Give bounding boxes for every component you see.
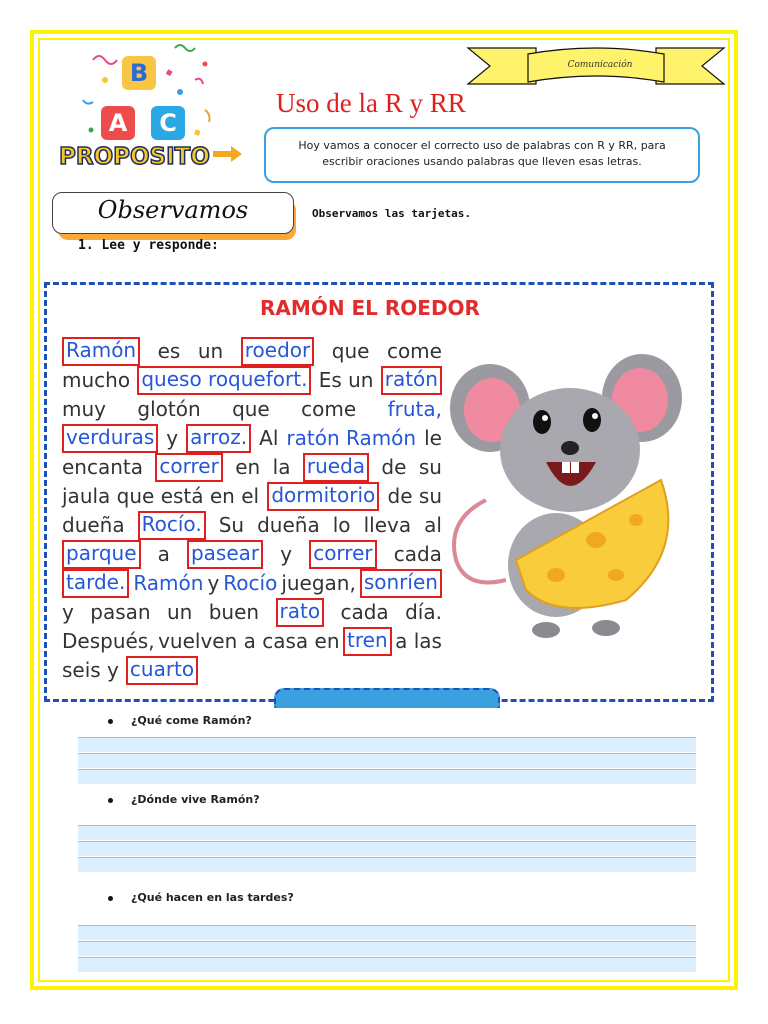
block-c: C bbox=[151, 106, 185, 140]
observe-label: Observamos bbox=[97, 196, 249, 224]
story-line bbox=[62, 337, 442, 366]
question-3-text: ¿Qué hacen en las tardes? bbox=[131, 891, 294, 904]
question-1 bbox=[108, 714, 252, 727]
question-1-text: ¿Qué come Ramón? bbox=[131, 714, 252, 727]
block-b: B bbox=[122, 56, 156, 90]
logo-word: PROPOSITO bbox=[59, 144, 210, 170]
answer-line[interactable] bbox=[78, 737, 696, 752]
story-line bbox=[62, 482, 442, 511]
observe-instruction: Observamos las tarjetas. bbox=[312, 207, 471, 220]
story-word: Al bbox=[259, 426, 279, 450]
answer-line[interactable] bbox=[78, 825, 696, 840]
mouse-with-cheese-illustration bbox=[446, 340, 686, 640]
story-word: come bbox=[301, 397, 357, 421]
banner-label: Comunicación bbox=[567, 60, 633, 70]
answer-lines-2[interactable] bbox=[78, 825, 696, 873]
bullet-icon bbox=[108, 719, 113, 724]
purpose-line-2: escribir oraciones usando palabras que lleven esas letras. bbox=[322, 155, 642, 168]
keyword-boxed: dormitorio bbox=[267, 482, 379, 511]
answer-lines-3[interactable] bbox=[78, 925, 696, 973]
story-word: día. bbox=[405, 600, 442, 624]
story-word: y bbox=[166, 426, 179, 450]
bullet-icon bbox=[108, 798, 113, 803]
keyword: Ramón bbox=[133, 571, 204, 595]
question-2 bbox=[108, 793, 260, 806]
story-word: lleva bbox=[363, 513, 412, 537]
story-word: y bbox=[280, 542, 293, 566]
keyword: ratón Ramón bbox=[286, 426, 417, 450]
keyword-boxed: pasear bbox=[187, 540, 263, 569]
story-word: que bbox=[331, 339, 370, 363]
story-word: cada bbox=[340, 600, 389, 624]
keyword-boxed: tren bbox=[343, 627, 392, 656]
story-word: come bbox=[386, 339, 442, 363]
answer-line[interactable] bbox=[78, 753, 696, 768]
story-word: juegan, bbox=[281, 571, 356, 595]
answer-line[interactable] bbox=[78, 941, 696, 956]
keyword: Rocío bbox=[223, 571, 278, 595]
story-line bbox=[62, 424, 442, 453]
story-word: que bbox=[232, 397, 270, 421]
keyword: fruta, bbox=[387, 397, 442, 421]
story-word: y bbox=[207, 571, 220, 595]
keyword-boxed: correr bbox=[309, 540, 376, 569]
story-word: la bbox=[272, 455, 291, 479]
story-word: su bbox=[418, 455, 442, 479]
keyword-boxed: cuarto bbox=[126, 656, 198, 685]
story-word: un bbox=[197, 339, 224, 363]
story-word: Es un bbox=[318, 368, 374, 392]
keyword-boxed: Ramón bbox=[62, 337, 140, 366]
story-line bbox=[62, 511, 442, 540]
story-word: al bbox=[424, 513, 442, 537]
story-word: Su bbox=[218, 513, 245, 537]
keyword-boxed: rato bbox=[276, 598, 325, 627]
keyword-boxed: queso roquefort. bbox=[137, 366, 311, 395]
keyword-boxed: correr bbox=[155, 453, 222, 482]
story-word: de bbox=[381, 455, 407, 479]
story-word: cada bbox=[393, 542, 442, 566]
story-title: RAMÓN EL ROEDOR bbox=[260, 296, 480, 320]
story-line bbox=[62, 598, 442, 627]
block-a: A bbox=[101, 106, 135, 140]
story-word: glotón bbox=[137, 397, 201, 421]
story-word: dueña bbox=[62, 513, 125, 537]
keyword-boxed: roedor bbox=[241, 337, 314, 366]
purpose-line-1: Hoy vamos a conocer el correcto uso de palabras con R y RR, para bbox=[298, 139, 666, 152]
story-word: lo bbox=[332, 513, 351, 537]
keyword-boxed: arroz. bbox=[186, 424, 251, 453]
story-word: buen bbox=[208, 600, 260, 624]
story-line bbox=[62, 540, 442, 569]
story-line bbox=[62, 569, 442, 598]
story-word: en bbox=[235, 455, 261, 479]
story-word: es bbox=[157, 339, 181, 363]
page-title: Uso de la R y RR bbox=[276, 88, 466, 118]
keyword-boxed: verduras bbox=[62, 424, 158, 453]
story-word: pasan bbox=[90, 600, 151, 624]
story-line bbox=[62, 627, 442, 656]
answer-line[interactable] bbox=[78, 857, 696, 872]
story-word: jaula que está en el bbox=[62, 484, 260, 508]
story-word: le bbox=[424, 426, 442, 450]
keyword-boxed: ratón bbox=[381, 366, 442, 395]
story-text bbox=[62, 337, 442, 685]
step-heading: 1. Lee y responde: bbox=[78, 238, 219, 253]
keyword-boxed: parque bbox=[62, 540, 141, 569]
story-word: vuelven a casa en bbox=[158, 629, 340, 653]
story-word: un bbox=[166, 600, 193, 624]
answer-line[interactable] bbox=[78, 925, 696, 940]
story-line bbox=[62, 395, 442, 424]
proposito-logo bbox=[55, 40, 245, 180]
story-word: y bbox=[62, 600, 74, 624]
keyword-boxed: rueda bbox=[303, 453, 369, 482]
answer-line[interactable] bbox=[78, 769, 696, 784]
bullet-icon bbox=[108, 896, 113, 901]
keyword-boxed: Rocío. bbox=[138, 511, 206, 540]
answer-lines-1[interactable] bbox=[78, 737, 696, 785]
keyword-boxed: sonríen bbox=[360, 569, 442, 598]
story-word: encanta bbox=[62, 455, 144, 479]
question-3 bbox=[108, 891, 294, 904]
answer-line[interactable] bbox=[78, 957, 696, 972]
story-line bbox=[62, 453, 442, 482]
story-word: muy bbox=[62, 397, 106, 421]
purpose-box bbox=[264, 127, 700, 183]
story-word: Después, bbox=[62, 629, 155, 653]
story-card-tab bbox=[274, 688, 500, 708]
story-line bbox=[62, 656, 442, 685]
story-word: seis y bbox=[62, 658, 119, 682]
story-word: a las bbox=[395, 629, 442, 653]
story-word: mucho bbox=[62, 368, 131, 392]
arrow-right-icon bbox=[213, 144, 243, 164]
answer-line[interactable] bbox=[78, 841, 696, 856]
story-word: dueña bbox=[257, 513, 320, 537]
story-word: a bbox=[157, 542, 170, 566]
story-word: de su bbox=[387, 484, 442, 508]
story-line bbox=[62, 366, 442, 395]
keyword-boxed: tarde. bbox=[62, 569, 129, 598]
question-2-text: ¿Dónde vive Ramón? bbox=[131, 793, 260, 806]
